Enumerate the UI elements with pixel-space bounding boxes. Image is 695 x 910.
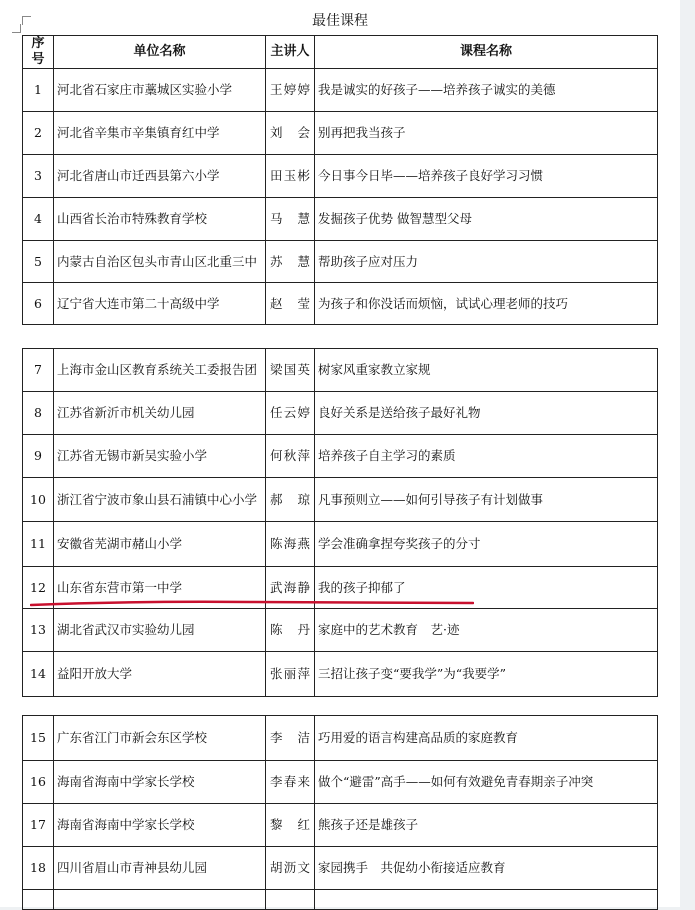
row-speaker: 武海静 [266, 567, 315, 609]
row-speaker: 张丽萍 [266, 652, 315, 697]
page-title: 最佳课程 [312, 13, 368, 29]
row-index: 7 [23, 349, 54, 392]
header-index: 序号 [23, 36, 54, 69]
header-speaker: 主讲人 [266, 36, 315, 69]
row-course: 帮助孩子应对压力 [315, 241, 658, 283]
row-unit: 益阳开放大学 [54, 652, 266, 697]
row-index: 15 [23, 716, 54, 761]
table-row [23, 241, 658, 283]
header-course: 课程名称 [315, 36, 658, 69]
row-unit: 广东省江门市新会东区学校 [54, 716, 266, 761]
row-course: 我是诚实的好孩子——培养孩子诚实的美德 [315, 69, 658, 112]
row-unit: 河北省辛集市辛集镇育红中学 [54, 112, 266, 155]
table-row [23, 804, 658, 847]
row-unit: 河北省唐山市迁西县第六小学 [54, 155, 266, 198]
table-row [23, 283, 658, 325]
row-unit: 河北省石家庄市藁城区实验小学 [54, 69, 266, 112]
row-speaker: 田玉彬 [266, 155, 315, 198]
row-speaker: 李 洁 [266, 716, 315, 761]
table-row [23, 609, 658, 652]
table-row [23, 716, 658, 761]
row-course: 为孩子和你没话而烦恼，试试心理老师的技巧 [315, 283, 658, 325]
table-row [23, 522, 658, 567]
row-unit: 安徽省芜湖市赭山小学 [54, 522, 266, 567]
table-header-row [23, 36, 658, 69]
row-unit: 江苏省无锡市新吴实验小学 [54, 435, 266, 478]
row-index: 4 [23, 198, 54, 241]
row-unit: 辽宁省大连市第二十高级中学 [54, 283, 266, 325]
row-course: 我的孩子抑郁了 [315, 567, 658, 609]
table-row [23, 652, 658, 697]
row-unit: 湖北省武汉市实验幼儿园 [54, 609, 266, 652]
row-index: 13 [23, 609, 54, 652]
row-course: 巧用爱的语言构建高品质的家庭教育 [315, 716, 658, 761]
row-course: 发掘孩子优势 做智慧型父母 [315, 198, 658, 241]
row-index: 17 [23, 804, 54, 847]
row-course: 良好关系是送给孩子最好礼物 [315, 392, 658, 435]
row-index: 11 [23, 522, 54, 567]
row-index: 16 [23, 761, 54, 804]
row-speaker: 黎 红 [266, 804, 315, 847]
row-course: 今日事今日毕——培养孩子良好学习习惯 [315, 155, 658, 198]
row-course: 熊孩子还是雄孩子 [315, 804, 658, 847]
table-row [23, 198, 658, 241]
table-row [23, 847, 658, 890]
row-index: 10 [23, 478, 54, 522]
row-unit: 上海市金山区教育系统关工委报告团 [54, 349, 266, 392]
header-unit: 单位名称 [54, 36, 266, 69]
table-row [23, 478, 658, 522]
course-table-part-1 [22, 35, 658, 325]
row-index: 9 [23, 435, 54, 478]
row-speaker: 胡沥文 [266, 847, 315, 890]
row-index: 3 [23, 155, 54, 198]
row-index: 6 [23, 283, 54, 325]
row-index: 18 [23, 847, 54, 890]
row-course: 别再把我当孩子 [315, 112, 658, 155]
row-unit: 四川省眉山市青神县幼儿园 [54, 847, 266, 890]
table-row [23, 761, 658, 804]
row-speaker: 王婷婷 [266, 69, 315, 112]
row-speaker: 马 慧 [266, 198, 315, 241]
row-course: 培养孩子自主学习的素质 [315, 435, 658, 478]
table-row [23, 155, 658, 198]
row-unit: 山东省东营市第一中学 [54, 567, 266, 609]
row-speaker: 郝 琼 [266, 478, 315, 522]
row-course: 三招让孩子变“要我学”为“我要学” [315, 652, 658, 697]
table-row [23, 69, 658, 112]
course-table-part-2 [22, 348, 658, 697]
row-course: 树家风重家教立家规 [315, 349, 658, 392]
row-course: 家庭中的艺术教育 艺·迹 [315, 609, 658, 652]
row-index: 8 [23, 392, 54, 435]
row-index: 1 [23, 69, 54, 112]
row-course: 做个“避雷”高手——如何有效避免青春期亲子冲突 [315, 761, 658, 804]
row-unit: 江苏省新沂市机关幼儿园 [54, 392, 266, 435]
row-index: 5 [23, 241, 54, 283]
row-speaker: 刘 会 [266, 112, 315, 155]
row-index: 14 [23, 652, 54, 697]
row-index: 12 [23, 567, 54, 609]
red-underline-annotation [30, 600, 474, 608]
row-unit: 海南省海南中学家长学校 [54, 804, 266, 847]
row-speaker: 李春来 [266, 761, 315, 804]
row-course: 学会准确拿捏夸奖孩子的分寸 [315, 522, 658, 567]
row-speaker: 何秋萍 [266, 435, 315, 478]
row-speaker: 任云婷 [266, 392, 315, 435]
table-row [23, 435, 658, 478]
row-unit: 山西省长治市特殊教育学校 [54, 198, 266, 241]
row-index: 2 [23, 112, 54, 155]
row-course: 家园携手 共促幼小衔接适应教育 [315, 847, 658, 890]
row-speaker: 梁国英 [266, 349, 315, 392]
row-course: 凡事预则立——如何引导孩子有计划做事 [315, 478, 658, 522]
row-unit: 海南省海南中学家长学校 [54, 761, 266, 804]
table-row [23, 112, 658, 155]
row-speaker: 赵 莹 [266, 283, 315, 325]
table-row [23, 392, 658, 435]
row-speaker: 陈海燕 [266, 522, 315, 567]
row-speaker: 苏 慧 [266, 241, 315, 283]
row-speaker: 陈 丹 [266, 609, 315, 652]
table-row [23, 349, 658, 392]
row-unit: 内蒙古自治区包头市青山区北重三中 [54, 241, 266, 283]
row-unit: 浙江省宁波市象山县石浦镇中心小学 [54, 478, 266, 522]
course-table-part-3 [22, 715, 658, 910]
